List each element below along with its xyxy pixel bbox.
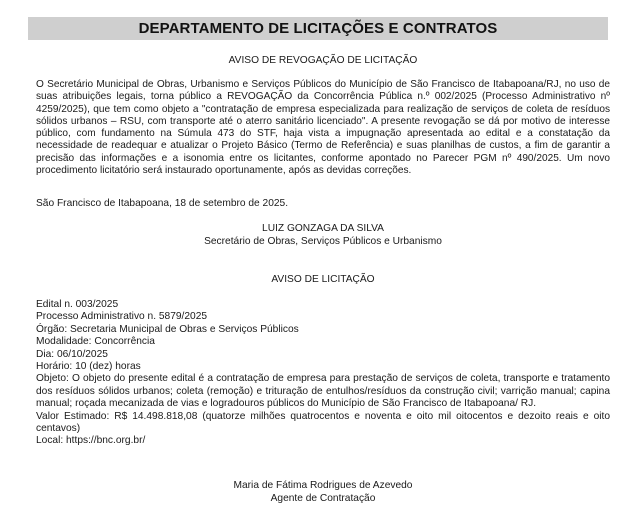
- bid-signer-name: Maria de Fátima Rodrigues de Azevedo: [233, 480, 413, 491]
- department-header: [28, 17, 608, 40]
- edital-number: Edital n. 003/2025: [36, 299, 119, 310]
- revocation-signer-name: LUIZ GONZAGA DA SILVA: [262, 223, 384, 234]
- bid-object: Objeto: O objeto do presente edital é a contratação de empresa para prestação de serviços de coleta, transporte e tratamento dos resíduos sólidos urbanos; coleta (remoção) e trituração de entulhos/resíduos da construção civil; varrição manual; capina manual; roçada mecanizada de vias e logradouros públicos do Município de São Francisco de Itabapoana/ RJ.: [36, 373, 610, 410]
- bid-signer-role: Agente de Contratação: [270, 493, 376, 504]
- bid-date: Dia: 06/10/2025: [36, 348, 108, 360]
- bid-notice-title: AVISO DE LICITAÇÃO: [271, 274, 375, 285]
- revocation-body: O Secretário Municipal de Obras, Urbanismo e Serviços Públicos do Município de São Francisco de Itabapoana/RJ, no uso de suas atribuições legais, torna público a REVOGAÇÃO da Concorrência Pública n.º 002/2025 (Processo Administrativo nº 4259/2025), que tem como objeto a "contratação de empresa especializada para realização de serviços de coleta de resíduos sólidos urbanos – RSU, com transporte até o aterro sanitário licenciado". A presente revogação se dá por motivo de interesse público, com fundamento na Súmula 473 do STF, haja vista a impugnação apresentada ao edital e a constatação da necessidade de readequar e atualizar o Projeto Básico (Termo de Referência) e suas planilhas de custos, a fim de garantir a precisão das informações e a isonomia entre os licitantes, conforme apontado no Parecer PGM nº 490/2025. Um novo procedimento licitatório será instaurado oportunamente, após as devidas correções.: [36, 79, 610, 177]
- modality: Modalidade: Concorrência: [36, 336, 155, 348]
- bid-location: Local: https://bnc.org.br/: [36, 435, 146, 447]
- estimated-value: Valor Estimado: R$ 14.498.818,08 (quatorze milhões quatrocentos e noventa e oito mil oitocentos e dezoito reais e oito centavos): [36, 410, 610, 435]
- revocation-signer-role: Secretário de Obras, Serviços Públicos e Urbanismo: [204, 236, 442, 247]
- process-number: Processo Administrativo n. 5879/2025: [36, 311, 208, 323]
- department-title: DEPARTAMENTO DE LICITAÇÕES E CONTRATOS: [138, 20, 498, 37]
- bid-time: Horário: 10 (dez) horas: [36, 361, 141, 373]
- revocation-title: AVISO DE REVOGAÇÃO DE LICITAÇÃO: [228, 55, 418, 66]
- bid-notice-details: [36, 299, 610, 448]
- revocation-date-line: São Francisco de Itabapoana, 18 de setembro de 2025.: [36, 198, 289, 209]
- agency: Órgão: Secretaria Municipal de Obras e Serviços Públicos: [36, 323, 299, 335]
